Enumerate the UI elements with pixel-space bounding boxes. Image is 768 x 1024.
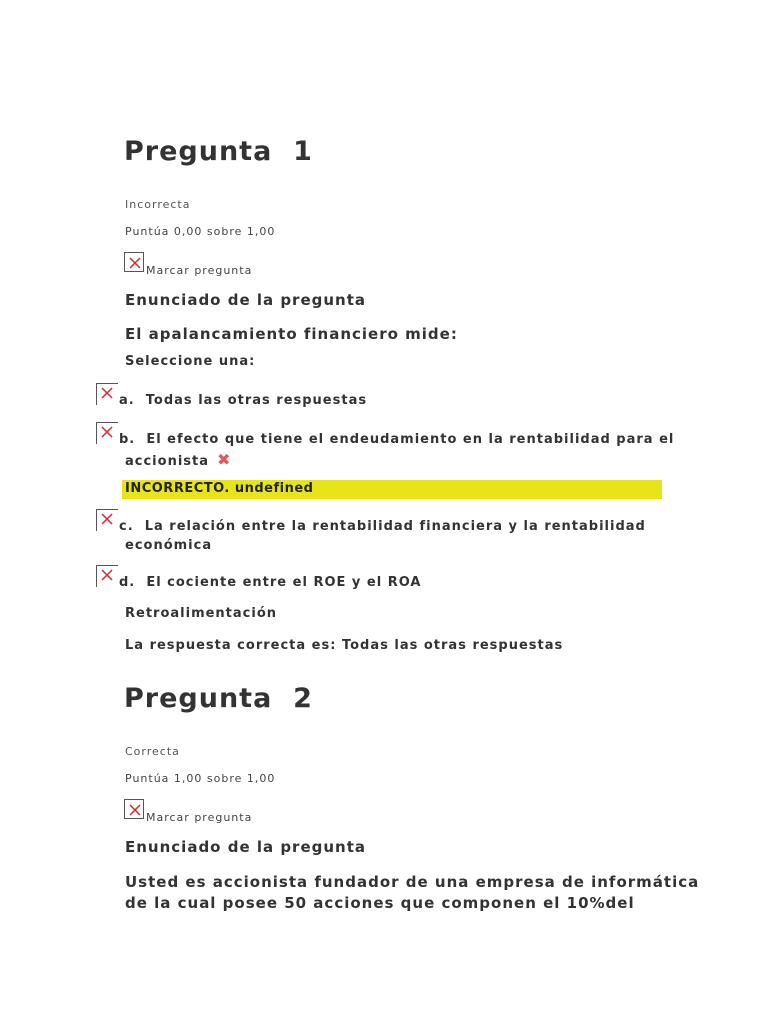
question-2-text-line2: de la cual posee 50 acciones que componen el 10%del (125, 894, 635, 912)
answer-d-radio[interactable] (96, 565, 118, 587)
answer-b-text-line1: El efecto que tiene el endeudamiento en la rentabilidad para el (146, 432, 675, 447)
feedback-heading: Retroalimentación (125, 606, 278, 621)
answer-b-letter: b. (119, 432, 136, 447)
broken-image-icon (101, 426, 113, 438)
broken-image-icon (101, 387, 113, 399)
flag-question-2-label[interactable]: Marcar pregunta (146, 811, 253, 824)
answer-d-letter: d. (119, 575, 136, 590)
statement-heading-1: Enunciado de la pregunta (125, 291, 367, 309)
answer-c-letter: c. (119, 519, 134, 534)
flag-question-1-icon[interactable] (124, 252, 144, 272)
answer-b[interactable] (119, 430, 674, 450)
answer-a-letter: a. (119, 393, 135, 408)
question-2-text-line1: Usted es accionista fundador de una empresa de informática (125, 873, 700, 891)
incorrect-feedback-text: INCORRECTO. undefined (125, 481, 314, 496)
select-one-prompt: Seleccione una: (125, 354, 256, 369)
answer-c[interactable] (119, 517, 646, 537)
answer-d-text: El cociente entre el ROE y el ROA (146, 575, 422, 590)
answer-c-text-line2: económica (125, 538, 213, 553)
question-2-grade: Puntúa 1,00 sobre 1,00 (125, 772, 276, 785)
answer-c-radio[interactable] (96, 509, 118, 531)
incorrect-feedback-banner (122, 480, 662, 499)
answer-a-radio[interactable] (96, 383, 118, 405)
answer-b-radio[interactable] (96, 422, 118, 444)
answer-a[interactable] (119, 391, 367, 411)
answer-b-line2 (125, 450, 231, 472)
question-2-title: Pregunta 2 (124, 683, 313, 714)
answer-d[interactable] (119, 573, 421, 593)
question-1-text: El apalancamiento financiero mide: (125, 325, 458, 343)
answer-c-text-line1: La relación entre la rentabilidad financiera y la rentabilidad (144, 519, 646, 534)
correct-answer-text: La respuesta correcta es: Todas las otras respuestas (125, 638, 564, 653)
answer-b-text-line2: accionista (125, 454, 210, 469)
broken-image-icon (101, 513, 113, 525)
question-1-title: Pregunta 1 (124, 136, 313, 167)
question-2-state: Correcta (125, 745, 180, 758)
broken-image-icon (129, 804, 141, 816)
flag-question-1-label[interactable]: Marcar pregunta (146, 264, 253, 277)
question-1-state: Incorrecta (125, 198, 191, 211)
flag-question-2-icon[interactable] (124, 799, 144, 819)
answer-a-text: Todas las otras respuestas (145, 393, 368, 408)
cross-icon: ✖ (217, 450, 232, 469)
broken-image-icon (101, 569, 113, 581)
statement-heading-2: Enunciado de la pregunta (125, 838, 367, 856)
broken-image-icon (129, 257, 141, 269)
question-1-grade: Puntúa 0,00 sobre 1,00 (125, 225, 276, 238)
